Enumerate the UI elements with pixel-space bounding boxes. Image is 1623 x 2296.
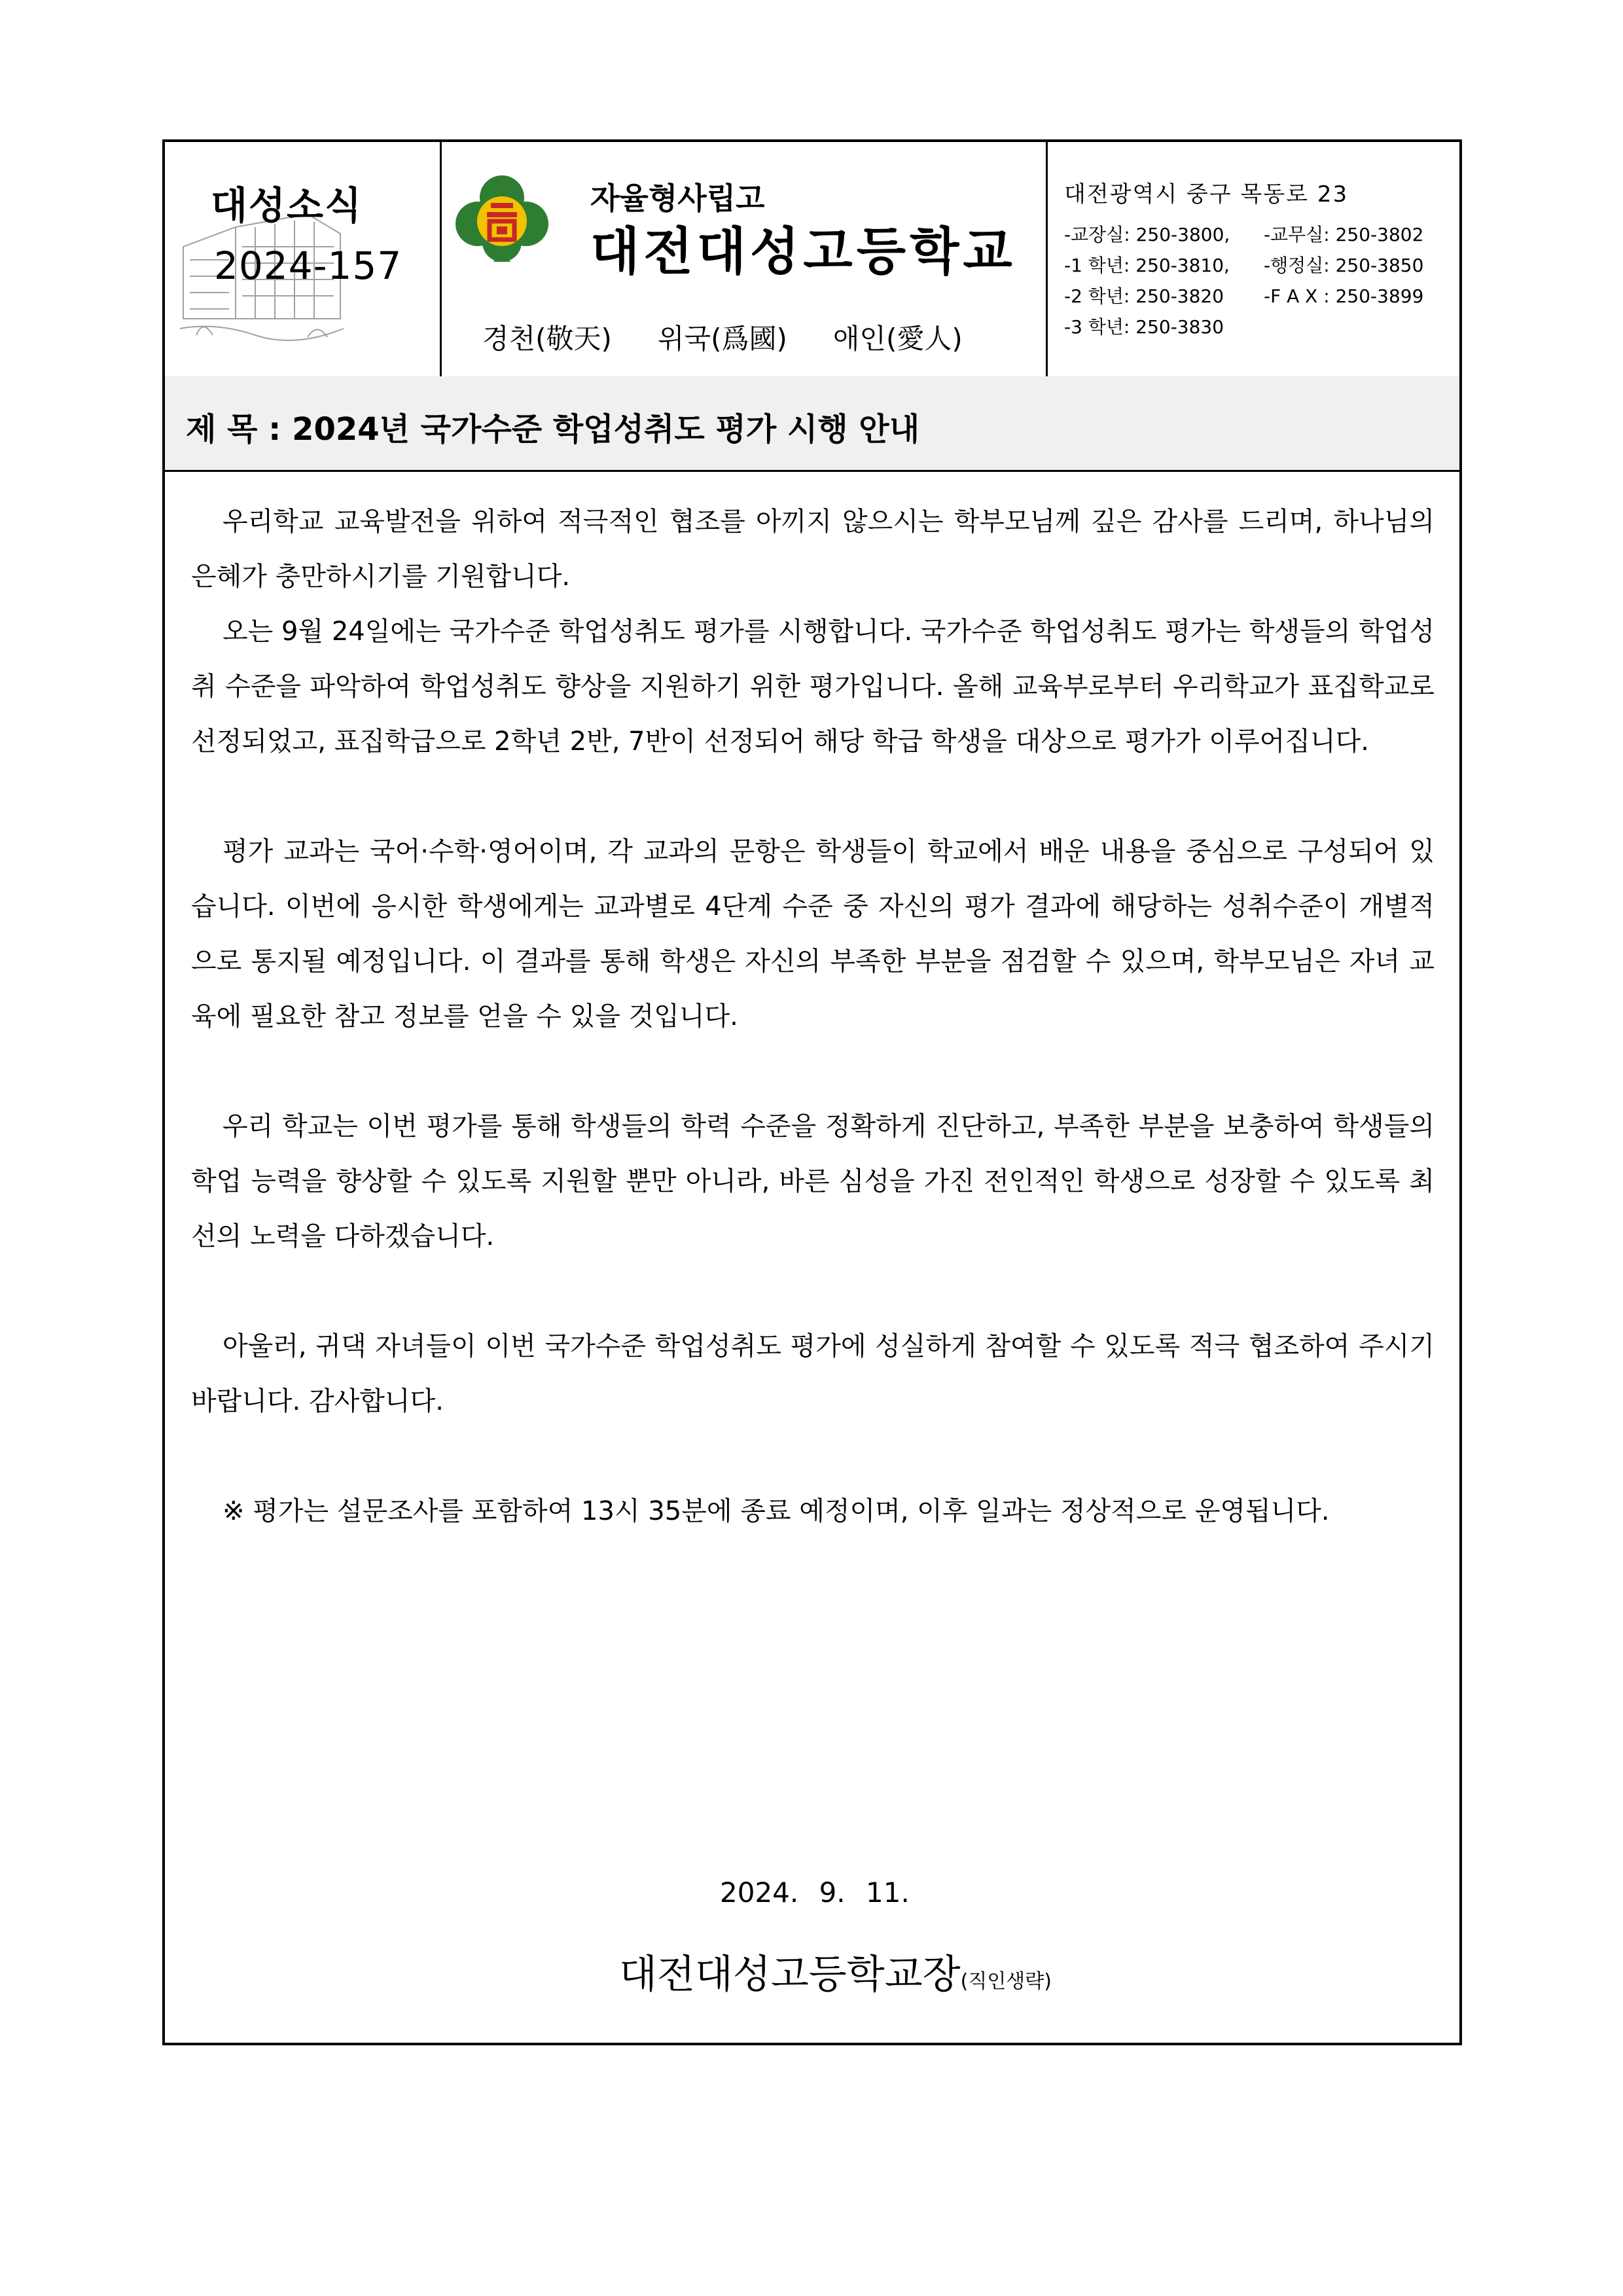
phone-row	[1064, 312, 1423, 342]
letter-body	[191, 494, 1435, 1539]
signer-name: 대전대성고등학교장	[619, 1952, 961, 1998]
letterhead	[165, 142, 1459, 378]
school-address: 대전광역시 중구 목동로 23	[1064, 181, 1349, 207]
body-paragraph: 아울러, 귀댁 자녀들이 이번 국가수준 학업성취도 평가에 성실하게 참여할 수 있도록 적극 협조하여 주시기 바랍니다. 감사합니다.	[191, 1331, 1435, 1416]
body-paragraph: 평가 교과는 국어·수학·영어이며, 각 교과의 문항은 학생들이 학교에서 배운 내용을 중심으로 구성되어 있습니다. 이번에 응시한 학생에게는 교과별로 4단계 수준 중 자신의 평가 결과에 해당하는 성취수준이 개별적으로 통지될 예정입니다. 이 결과를 통해 학생은 자신의 부족한 부분을 점검할 수 있으며, 학부모님은 자녀 교육에 필요한 참고 정보를 얻을 수 있을 것입니다.	[191, 836, 1435, 1031]
phone-entry: -행정실: 250-3850	[1264, 255, 1424, 276]
notice-paragraph: ※ 평가는 설문조사를 포함하여 13시 35분에 종료 예정이며, 이후 일과는 정상적으로 운영됩니다.	[223, 1496, 1330, 1526]
motto-item: 애인(愛人)	[832, 323, 963, 355]
phone-row	[1064, 250, 1423, 281]
school-name: 대전대성고등학교	[590, 223, 1016, 281]
school-emblem-icon	[453, 171, 551, 270]
body-paragraph: 오는 9월 24일에는 국가수준 학업성취도 평가를 시행합니다. 국가수준 학업성취도 평가는 학생들의 학업성취 수준을 파악하여 학업성취도 향상을 지원하기 위한 평가입니다. 올해 교육부로부터 우리학교가 표집학교로 선정되었고, 표집학급으로 2학년 2반, 7반이 선정되어 해당 학급 학생을 대상으로 평가가 이루어집니다.	[191, 617, 1435, 757]
phone-row	[1064, 281, 1423, 312]
subject-title: 제 목 : 2024년 국가수준 학업성취도 평가 시행 안내	[186, 411, 920, 448]
school-identity	[440, 142, 1048, 376]
motto-item: 경천(敬天)	[482, 323, 612, 355]
phone-list	[1064, 219, 1423, 342]
newsletter-badge	[165, 142, 442, 376]
contact-info	[1046, 142, 1459, 376]
body-paragraph: 우리 학교는 이번 평가를 통해 학생들의 학력 수준을 정확하게 진단하고, 부족한 부분을 보충하여 학생들의 학업 능력을 향상할 수 있도록 지원할 뿐만 아니라, 바른 심성을 가진 전인적인 학생으로 성장할 수 있도록 최선의 노력을 다하겠습니다.	[191, 1111, 1435, 1251]
issue-date: 2024. 9. 11.	[720, 1876, 910, 1909]
phone-entry: -3 학년: 250-3830	[1064, 316, 1224, 338]
phone-row	[1064, 219, 1423, 250]
phone-entry: -교무실: 250-3802	[1264, 224, 1424, 245]
school-motto	[482, 317, 1008, 357]
subject-bar	[165, 376, 1459, 472]
newsletter-number: 2024-157	[214, 243, 402, 288]
body-paragraph: 우리학교 교육발전을 위하여 적극적인 협조를 아끼지 않으시는 학부모님께 깊은 감사를 드리며, 하나님의 은혜가 충만하시기를 기원합니다.	[191, 507, 1435, 592]
phone-entry: -2 학년: 250-3820	[1064, 285, 1224, 307]
phone-entry: -교장실: 250-3800,	[1064, 224, 1230, 245]
motto-item: 위국(爲國)	[657, 323, 787, 355]
newsletter-title: 대성소식	[211, 183, 363, 228]
phone-entry: -1 학년: 250-3810,	[1064, 255, 1230, 276]
school-type-label: 자율형사립고	[590, 181, 765, 216]
phone-entry: -F A X : 250-3899	[1264, 285, 1424, 307]
signature-line	[619, 1943, 1052, 2000]
seal-note: (직인생략)	[960, 1970, 1052, 1993]
newsletter-frame	[162, 139, 1462, 2045]
